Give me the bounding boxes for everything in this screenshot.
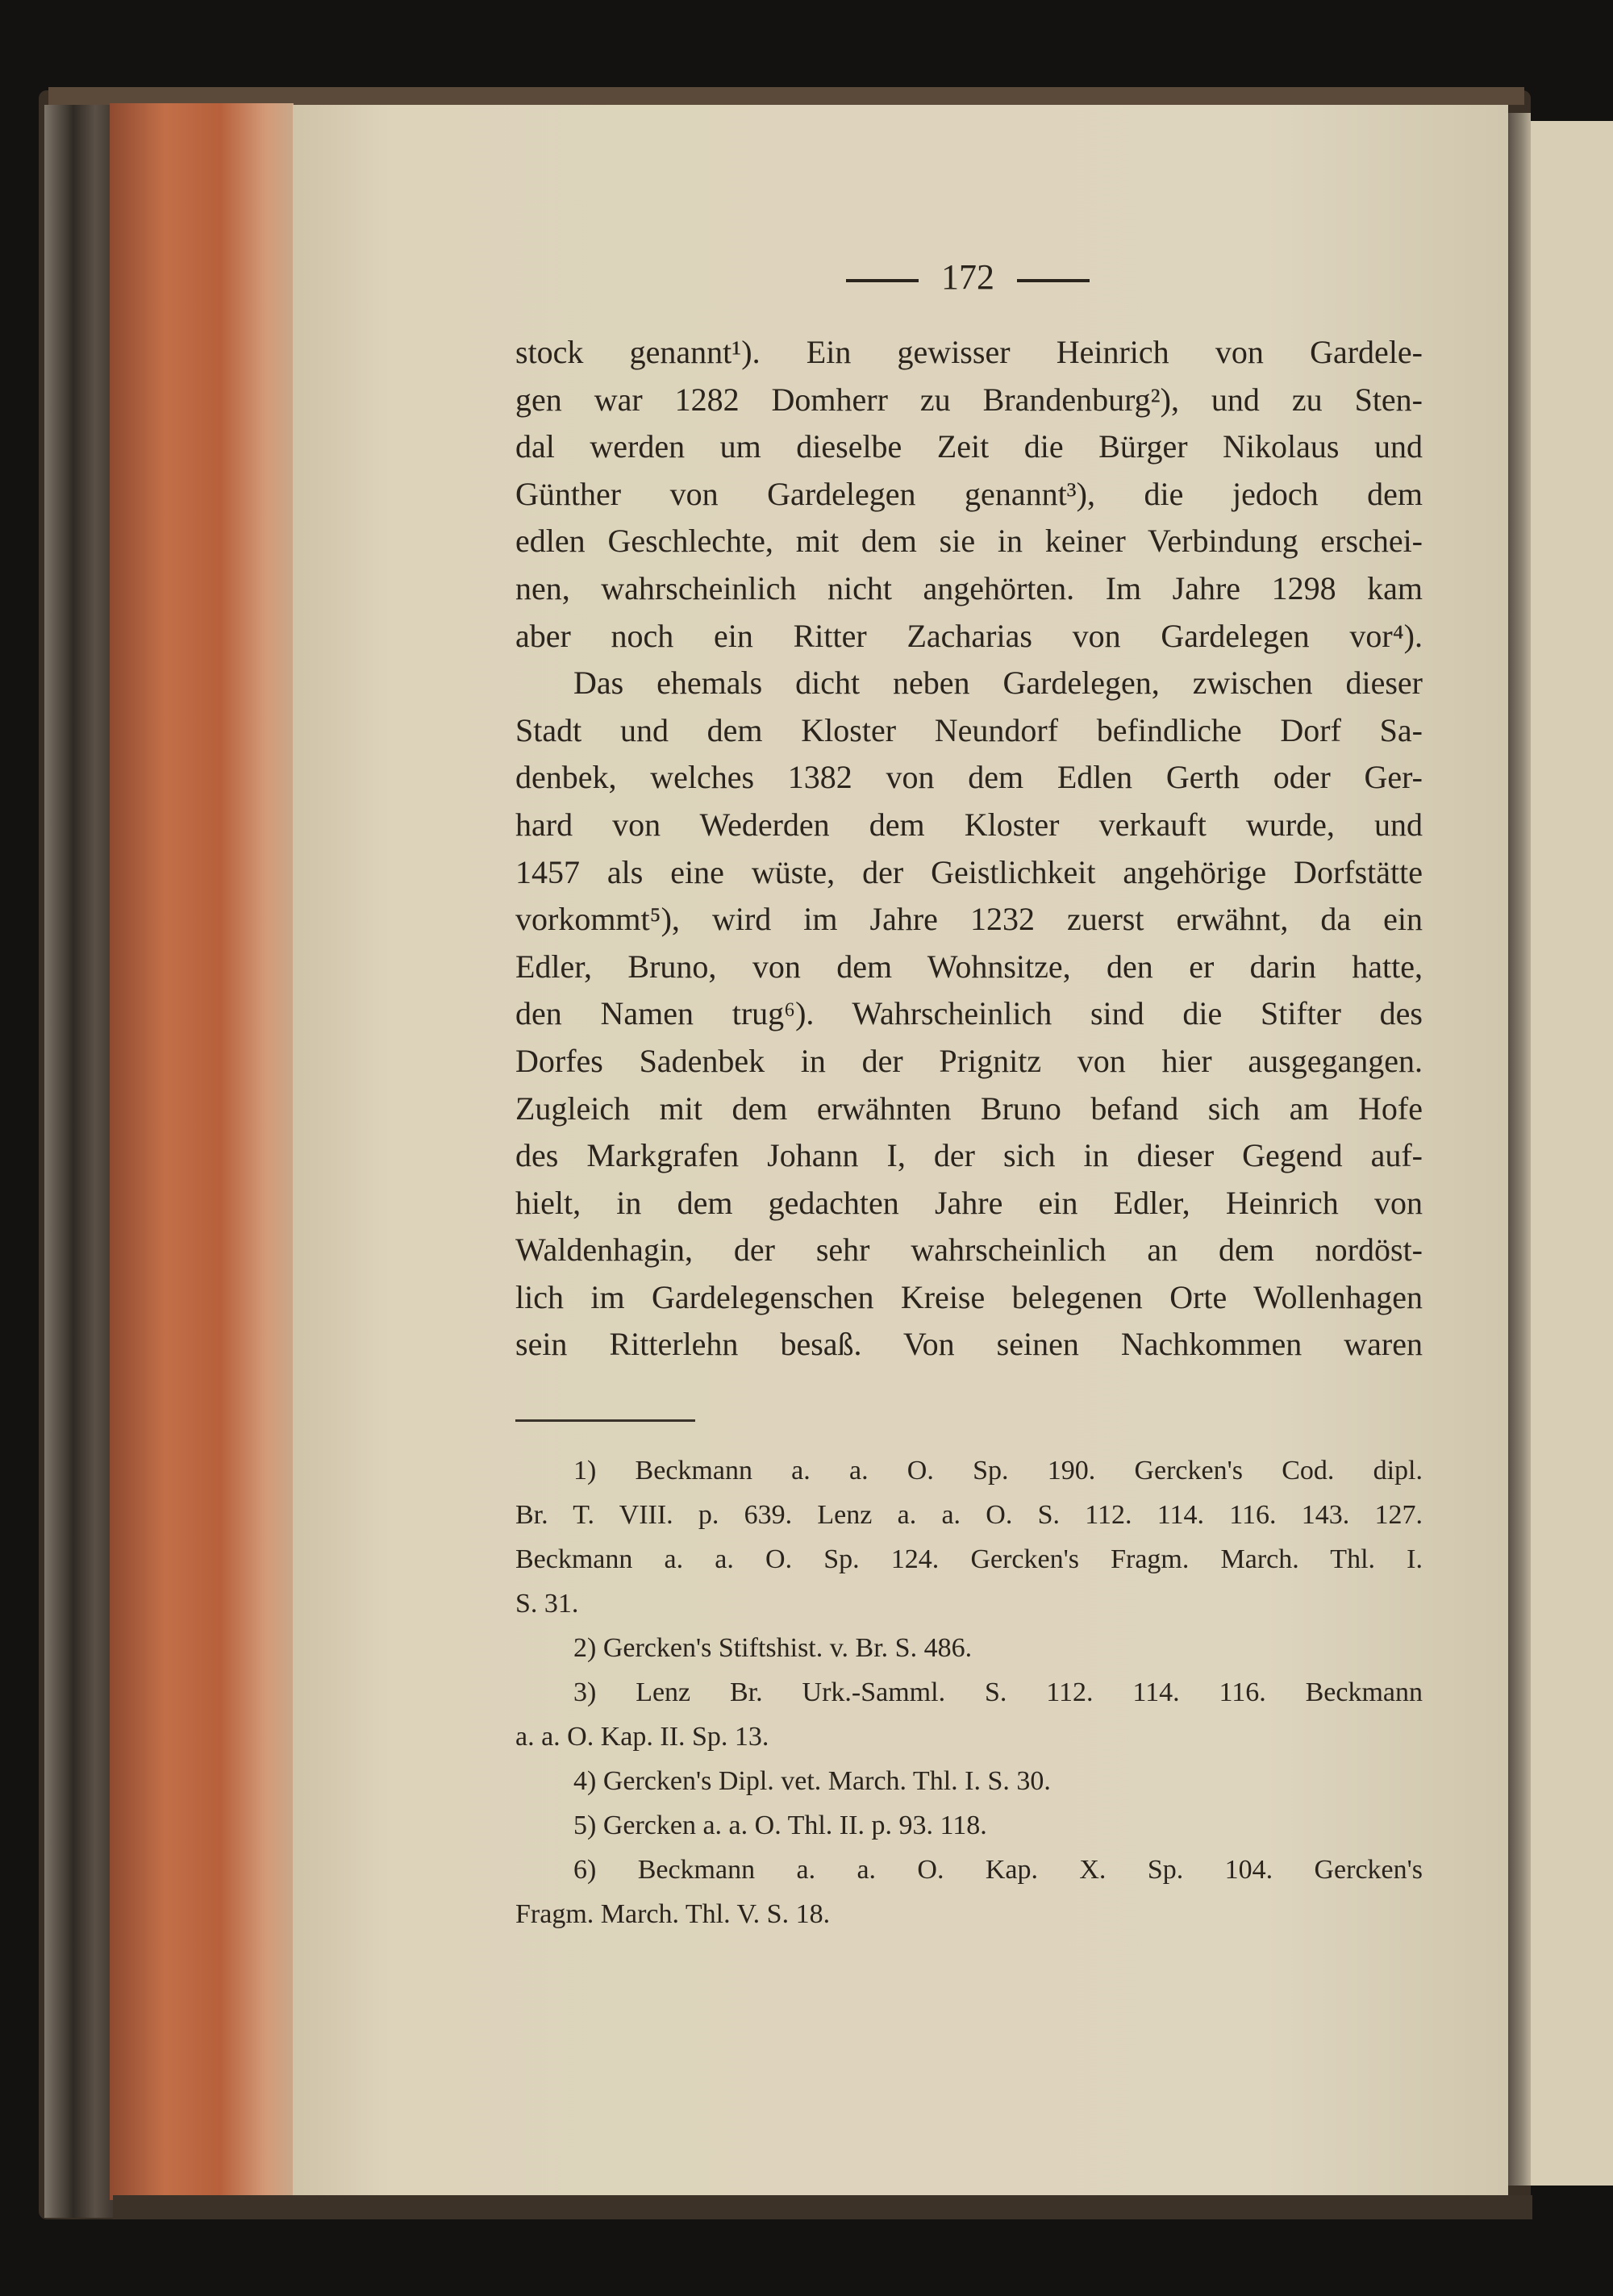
footnote-line: Beckmann a. a. O. Sp. 124. Gercken's Fragm. March. Thl. I.	[515, 1544, 1423, 1574]
text-line: Zugleich mit dem erwähnten Bruno befand sich am Hofe	[515, 1090, 1423, 1127]
header-dash-left	[846, 279, 919, 282]
facing-page	[1531, 121, 1613, 2186]
footnotes	[515, 1448, 1423, 1936]
footnote-line: 1) Beckmann a. a. O. Sp. 190. Gercken's Cod. dipl.	[573, 1456, 1423, 1486]
footnote-line: a. a. O. Kap. II. Sp. 13.	[515, 1722, 769, 1752]
cover-bottom-edge	[113, 2195, 1532, 2219]
text-line: gen war 1282 Domherr zu Brandenburg²), und zu Sten-	[515, 381, 1423, 418]
text-line: Das ehemals dicht neben Gardelegen, zwischen dieser	[573, 665, 1423, 702]
page-gutter	[1508, 113, 1531, 2186]
body-text	[515, 329, 1423, 1369]
text-line: aber noch ein Ritter Zacharias von Gardelegen vor⁴).	[515, 617, 1423, 654]
footnote-line: 4) Gercken's Dipl. vet. March. Thl. I. S. 30.	[573, 1766, 1051, 1796]
text-line: 1457 als eine wüste, der Geistlichkeit angehörige Dorfstätte	[515, 853, 1423, 890]
text-line: denbek, welches 1382 von dem Edlen Gerth oder Ger-	[515, 759, 1423, 796]
text-line: Stadt und dem Kloster Neundorf befindliche Dorf Sa-	[515, 711, 1423, 748]
text-line: nen, wahrscheinlich nicht angehörten. Im Jahre 1298 kam	[515, 569, 1423, 606]
text-line: edlen Geschlechte, mit dem sie in keiner Verbindung erschei-	[515, 523, 1423, 560]
text-line: Günther von Gardelegen genannt³), die jedoch dem	[515, 475, 1423, 512]
footnote-line: 6) Beckmann a. a. O. Kap. X. Sp. 104. Gercken's	[573, 1855, 1423, 1885]
text-line: hard von Wederden dem Kloster verkauft wurde, und	[515, 806, 1423, 843]
page-number: 172	[941, 257, 994, 297]
page-edges-red	[110, 103, 294, 2200]
text-line: sein Ritterlehn besaß. Von seinen Nachkommen waren	[515, 1326, 1423, 1363]
footnote-line: Br. T. VIII. p. 639. Lenz a. a. O. S. 112. 114. 116. 143. 127.	[515, 1500, 1423, 1530]
text-line: stock genannt¹). Ein gewisser Heinrich von Gardele-	[515, 334, 1423, 370]
footnote-line: 3) Lenz Br. Urk.-Samml. S. 112. 114. 116. Beckmann	[573, 1677, 1423, 1707]
footnote-line: 5) Gercken a. a. O. Thl. II. p. 93. 118.	[573, 1811, 987, 1840]
text-line: Waldenhagin, der sehr wahrscheinlich an dem nordöst-	[515, 1231, 1423, 1269]
text-line: lich im Gardelegenschen Kreise belegenen Orte Wollenhagen	[515, 1278, 1423, 1315]
text-line: des Markgrafen Johann I, der sich in dieser Gegend auf-	[515, 1137, 1423, 1174]
text-line: dal werden um dieselbe Zeit die Bürger Nikolaus und	[515, 428, 1423, 465]
book-spine-edge	[44, 105, 117, 2218]
text-line: hielt, in dem gedachten Jahre ein Edler, Heinrich von	[515, 1184, 1423, 1221]
footnote-line: S. 31.	[515, 1589, 579, 1619]
footnote-line: Fragm. March. Thl. V. S. 18.	[515, 1899, 831, 1929]
page-header	[806, 256, 1129, 298]
footnote-rule	[515, 1419, 695, 1422]
text-line: Edler, Bruno, von dem Wohnsitze, den er darin hatte,	[515, 948, 1423, 985]
footnote-line: 2) Gercken's Stiftshist. v. Br. S. 486.	[573, 1633, 973, 1663]
header-dash-right	[1017, 279, 1090, 282]
text-line: den Namen trug⁶). Wahrscheinlich sind die Stifter des	[515, 995, 1423, 1032]
cover-top-edge	[48, 87, 1524, 105]
text-line: Dorfes Sadenbek in der Prignitz von hier ausgegangen.	[515, 1042, 1423, 1079]
text-line: vorkommt⁵), wird im Jahre 1232 zuerst erwähnt, da ein	[515, 901, 1423, 938]
